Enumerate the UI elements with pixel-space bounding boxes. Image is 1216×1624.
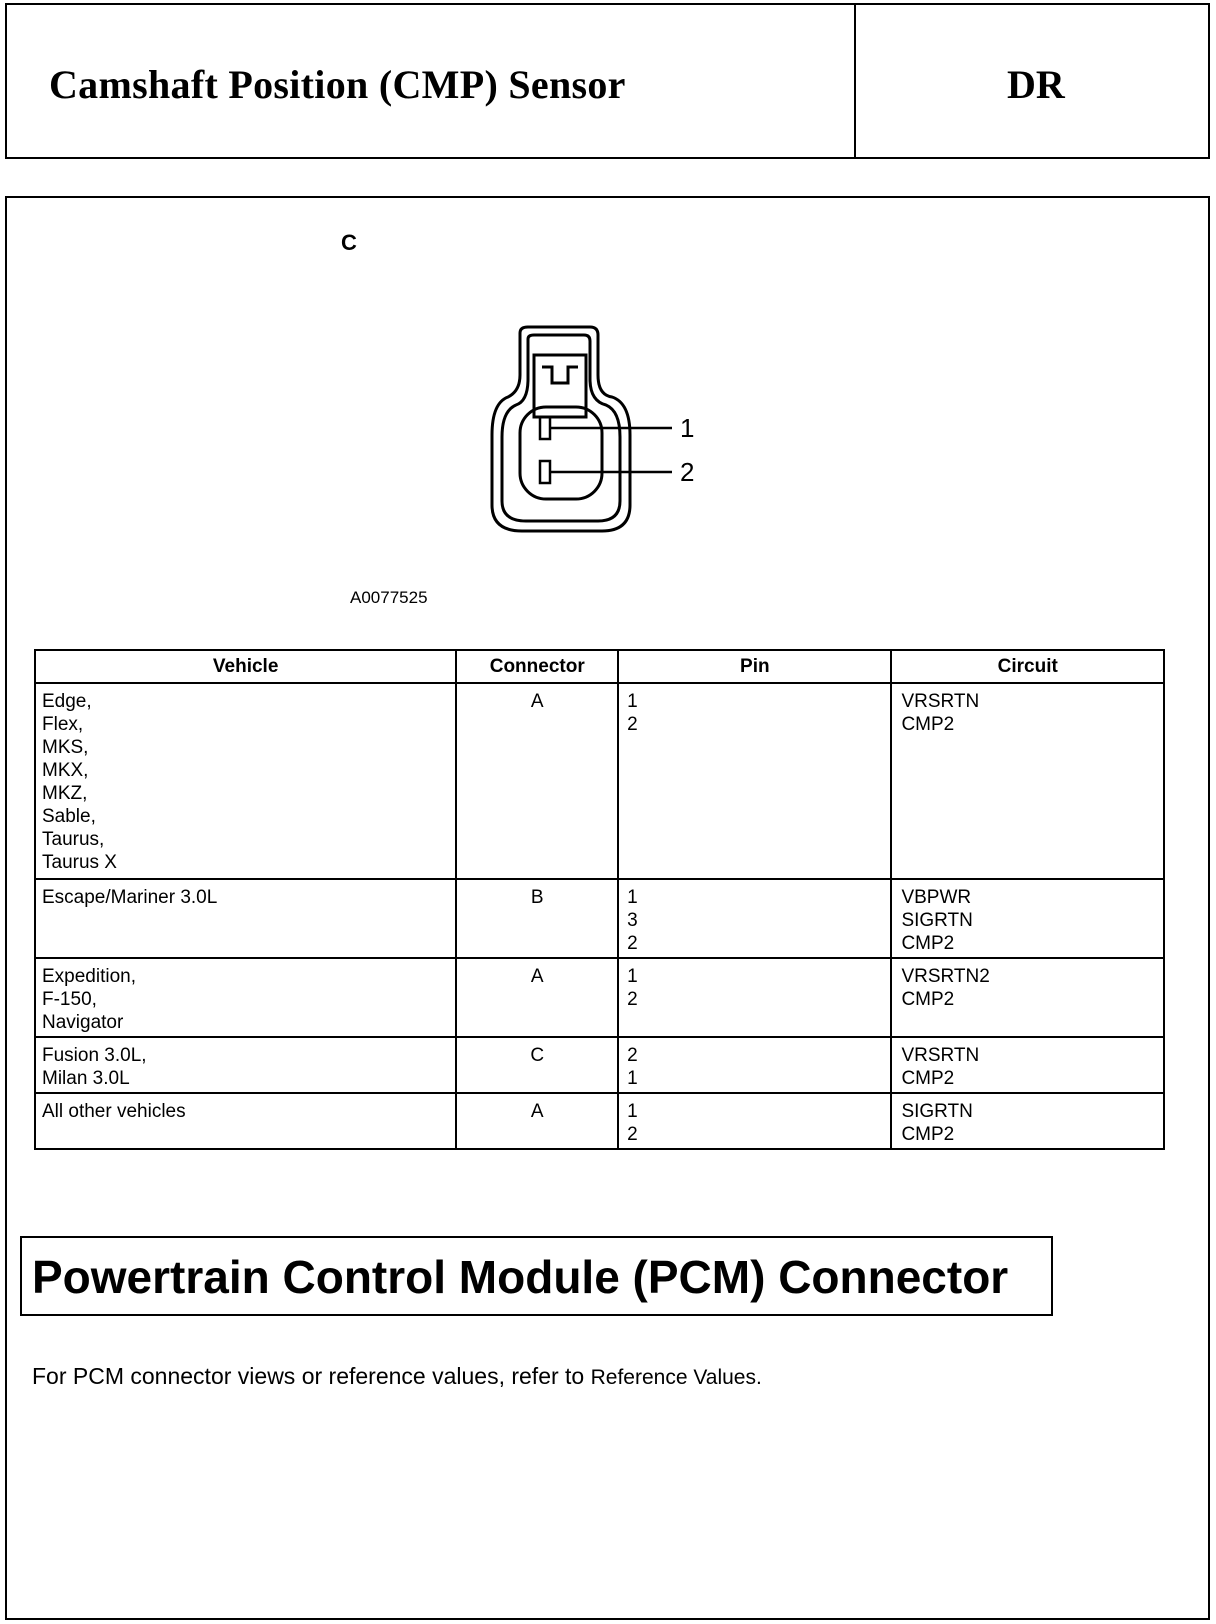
pin-number: 1 (627, 966, 638, 987)
pin-table (34, 649, 1165, 1150)
pin-number: 1 (627, 1101, 638, 1122)
pin-number: 2 (627, 1124, 638, 1145)
pin-cell (618, 1037, 891, 1093)
circuit-name: CMP2 (901, 714, 955, 735)
connector-value: A (530, 691, 544, 712)
pin-cell (618, 1093, 891, 1149)
reference-values-link[interactable]: Reference Values. (590, 1366, 762, 1389)
pin-number: 2 (627, 1045, 638, 1066)
table-row (35, 879, 1164, 958)
vehicle-name: Escape/Mariner 3.0L (42, 887, 218, 908)
pin-1 (540, 417, 550, 439)
table-row (35, 1093, 1164, 1149)
circuit-name: VBPWR (901, 887, 972, 908)
circuit-name: SIGRTN (901, 910, 973, 931)
vehicle-name: Taurus X (42, 852, 117, 873)
vehicle-name: Expedition, (42, 966, 137, 987)
connector-value: C (530, 1045, 545, 1066)
circuit-cell (891, 1037, 1164, 1093)
vehicle-cell (35, 683, 456, 879)
pin-cell (618, 683, 891, 879)
page-title: Camshaft Position (CMP) Sensor (49, 62, 626, 107)
vehicle-name: MKS, (42, 737, 89, 758)
vehicle-cell (35, 1037, 456, 1093)
pin-number: 2 (627, 714, 638, 735)
table-row (35, 958, 1164, 1037)
pin-2-label: 2 (680, 457, 695, 487)
circuit-name: VRSRTN (901, 691, 980, 712)
connector-value: A (530, 1101, 544, 1122)
connector-value: A (530, 966, 544, 987)
connector-diagram (490, 325, 750, 535)
connector-value: B (530, 887, 544, 908)
vehicle-cell (35, 958, 456, 1037)
figure-id: A0077525 (350, 588, 428, 607)
reference-note (32, 1363, 762, 1390)
pin-cell (618, 879, 891, 958)
pin-cell (618, 958, 891, 1037)
vehicle-name: Edge, (42, 691, 92, 712)
section-code: DR (1007, 62, 1065, 107)
circuit-name: CMP2 (901, 933, 955, 954)
vehicle-cell (35, 1093, 456, 1149)
circuit-cell (891, 683, 1164, 879)
table-header-row (35, 650, 1164, 683)
reference-text: For PCM connector views or reference values, refer to (32, 1363, 585, 1389)
circuit-cell (891, 1093, 1164, 1149)
table-row (35, 1037, 1164, 1093)
connector-label: C (341, 230, 357, 255)
vehicle-cell (35, 879, 456, 958)
connector-cell (456, 683, 618, 879)
circuit-name: CMP2 (901, 1068, 955, 1089)
circuit-name: CMP2 (901, 989, 955, 1010)
vehicle-name: MKX, (42, 760, 89, 781)
pin-number: 1 (627, 691, 638, 712)
header-vehicle: Vehicle (35, 650, 456, 683)
circuit-cell (891, 879, 1164, 958)
pin-number: 2 (627, 933, 638, 954)
page-header (5, 3, 1210, 159)
pin-number: 2 (627, 989, 638, 1010)
header-circuit: Circuit (891, 650, 1164, 683)
table-row (35, 683, 1164, 879)
vehicle-name: Fusion 3.0L, (42, 1045, 147, 1066)
pin-number: 1 (627, 1068, 638, 1089)
circuit-name: SIGRTN (901, 1101, 973, 1122)
connector-cell (456, 1093, 618, 1149)
connector-cell (456, 1037, 618, 1093)
header-connector: Connector (456, 650, 618, 683)
vehicle-name: Flex, (42, 714, 84, 735)
circuit-cell (891, 958, 1164, 1037)
pin-2 (540, 461, 550, 483)
circuit-name: VRSRTN (901, 1045, 980, 1066)
pin-1-label: 1 (680, 413, 695, 443)
vehicle-name: Milan 3.0L (42, 1068, 130, 1089)
vehicle-name: Navigator (42, 1012, 124, 1033)
vehicle-name: MKZ, (42, 783, 88, 804)
section-title: Powertrain Control Module (PCM) Connector (32, 1251, 1009, 1303)
pin-number: 1 (627, 887, 638, 908)
vehicle-name: Sable, (42, 806, 96, 827)
header-pin: Pin (618, 650, 891, 683)
section-heading-box (20, 1236, 1053, 1316)
vehicle-name: F-150, (42, 989, 97, 1010)
pin-number: 3 (627, 910, 638, 931)
connector-cell (456, 958, 618, 1037)
circuit-name: VRSRTN2 (901, 966, 990, 987)
connector-cell (456, 879, 618, 958)
vehicle-name: Taurus, (42, 829, 105, 850)
pin-cavity (520, 407, 602, 499)
circuit-name: CMP2 (901, 1124, 955, 1145)
vehicle-name: All other vehicles (42, 1101, 186, 1122)
header-divider (854, 5, 856, 157)
